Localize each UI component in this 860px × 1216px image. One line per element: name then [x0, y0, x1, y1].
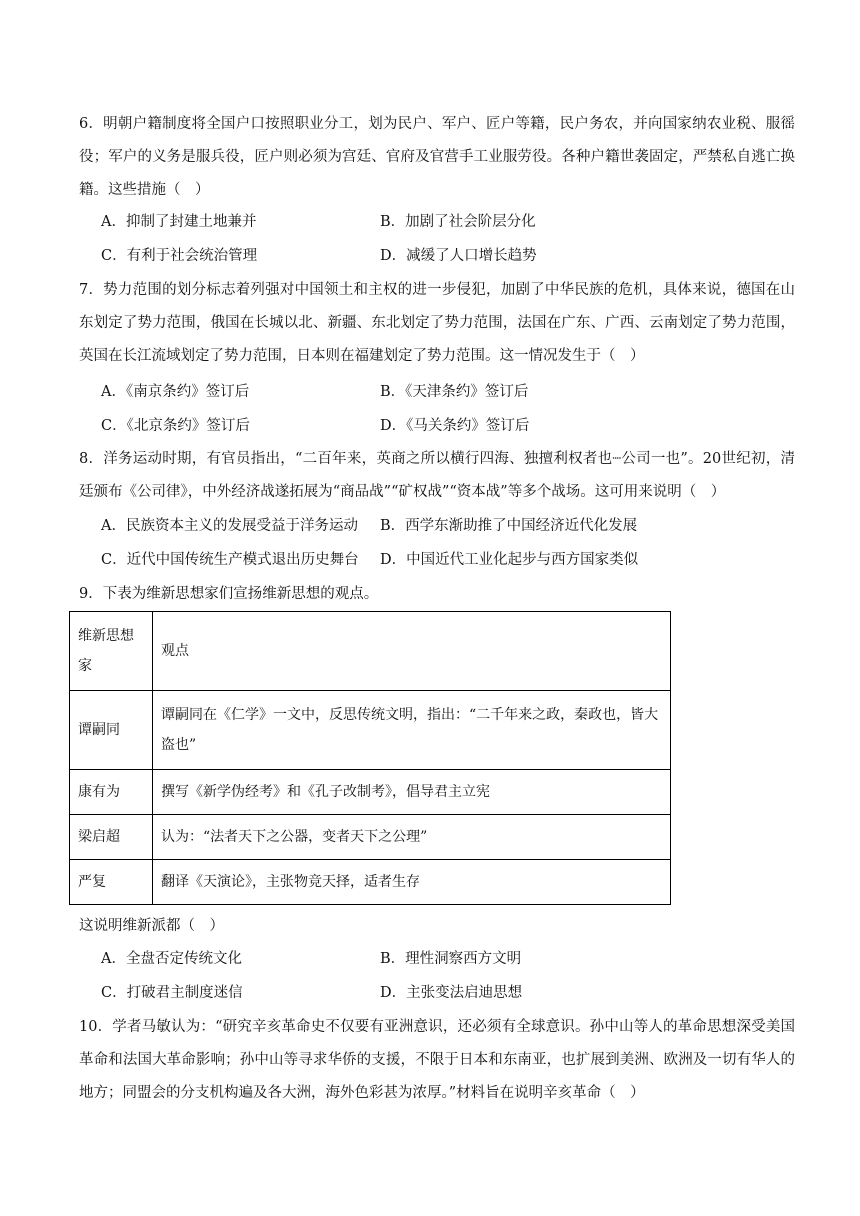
- table-row: [70, 860, 671, 905]
- table-header-row: [70, 612, 671, 691]
- option-row: [101, 543, 795, 577]
- table-cell-view: 谭嗣同在《仁学》一文中，反思传统文明，指出：“二千年来之政，秦政也，皆大盗也”: [153, 691, 671, 770]
- q9-option-d[interactable]: D．主张变法启迪思想: [380, 985, 523, 1001]
- table-row: [70, 770, 671, 815]
- table-cell-name: 谭嗣同: [70, 691, 153, 770]
- question-6-options: [101, 205, 795, 273]
- q9-option-a[interactable]: A．全盘否定传统文化: [101, 951, 242, 967]
- q7-option-b[interactable]: B．《天津条约》签订后: [380, 384, 529, 400]
- option-row: [101, 409, 795, 443]
- q6-option-b[interactable]: B．加剧了社会阶层分化: [380, 214, 536, 230]
- option-row: [101, 976, 795, 1010]
- q9-option-c[interactable]: C．打破君主制度迷信: [101, 985, 243, 1001]
- option-row: [101, 509, 795, 543]
- table-cell-name: 康有为: [70, 770, 153, 815]
- option-row: [101, 205, 795, 239]
- question-9-options: [101, 942, 795, 1010]
- q6-option-a[interactable]: A．抑制了封建土地兼并: [101, 214, 257, 230]
- q6-option-d[interactable]: D．减缓了人口增长趋势: [380, 248, 537, 264]
- option-row: [101, 942, 795, 976]
- q8-option-b[interactable]: B．西学东渐助推了中国经济近代化发展: [380, 518, 638, 534]
- q7-option-c[interactable]: C．《北京条约》签订后: [101, 418, 250, 434]
- option-row: [101, 239, 795, 273]
- q8-option-a[interactable]: A．民族资本主义的发展受益于洋务运动: [101, 518, 358, 534]
- table-cell-name: 严复: [70, 860, 153, 905]
- table-cell-view: 翻译《天演论》，主张物竞天择，适者生存: [153, 860, 671, 905]
- table-row: [70, 815, 671, 860]
- reformers-table: [69, 611, 671, 905]
- table-header-cell: 观点: [153, 612, 671, 691]
- table-cell-view: 撰写《新学伪经考》和《孔子改制考》，倡导君主立宪: [153, 770, 671, 815]
- option-row: [101, 375, 795, 409]
- question-6-stem: 6．明朝户籍制度将全国户口按照职业分工，划为民户、军户、匠户等籍，民户务农，并向国家纳农业税、服徭役；军户的义务是服兵役，匠户则必须为宫廷、官府及官营手工业服劳役。各种户籍世袭固定，严禁私自逃亡换籍。这些措施（ ）: [79, 116, 795, 198]
- q6-option-c[interactable]: C．有利于社会统治管理: [101, 248, 258, 264]
- question-9-followup: 这说明维新派都（ ）: [79, 918, 224, 934]
- question-7-options: [101, 375, 795, 443]
- q7-option-d[interactable]: D．《马关条约》签订后: [380, 418, 530, 434]
- question-8-stem: 8．洋务运动时期，有官员指出，“二百年来，英商之所以横行四海、独擅利权者也┈公司一也”。20世纪初，清廷颁布《公司律》，中外经济战遂拓展为“商品战”“矿权战”“资本战”等多个战场。这可用来说明（ ）: [79, 451, 795, 500]
- question-8-options: [101, 509, 795, 577]
- table-header-cell: 维新思想家: [70, 612, 153, 691]
- question-10-stem: 10．学者马敏认为：“研究辛亥革命史不仅要有亚洲意识，还必须有全球意识。孙中山等人的革命思想深受美国革命和法国大革命影响；孙中山等寻求华侨的支援，不限于日本和东南亚，也扩展到美洲、欧洲及一切有华人的地方；同盟会的分支机构遍及各大洲，海外色彩甚为浓厚。”材料旨在说明辛亥革命（ ）: [79, 1019, 795, 1101]
- question-7-stem: 7．势力范围的划分标志着列强对中国领土和主权的进一步侵犯，加剧了中华民族的危机，具体来说，德国在山东划定了势力范围，俄国在长城以北、新疆、东北划定了势力范围，法国在广东、广西、云南划定了势力范围，英国在长江流域划定了势力范围，日本则在福建划定了势力范围。这一情况发生于（ ）: [79, 282, 795, 364]
- q7-option-a[interactable]: A．《南京条约》签订后: [101, 384, 250, 400]
- table-cell-name: 梁启超: [70, 815, 153, 860]
- q8-option-c[interactable]: C．近代中国传统生产模式退出历史舞台: [101, 552, 359, 568]
- table-cell-view: 认为：“法者天下之公器，变者天下之公理”: [153, 815, 671, 860]
- q8-option-d[interactable]: D．中国近代工业化起步与西方国家类似: [380, 552, 639, 568]
- question-9-stem: 9．下表为维新思想家们宣扬维新思想的观点。: [79, 586, 379, 602]
- table-row: [70, 691, 671, 770]
- q9-option-b[interactable]: B．理性洞察西方文明: [380, 951, 522, 967]
